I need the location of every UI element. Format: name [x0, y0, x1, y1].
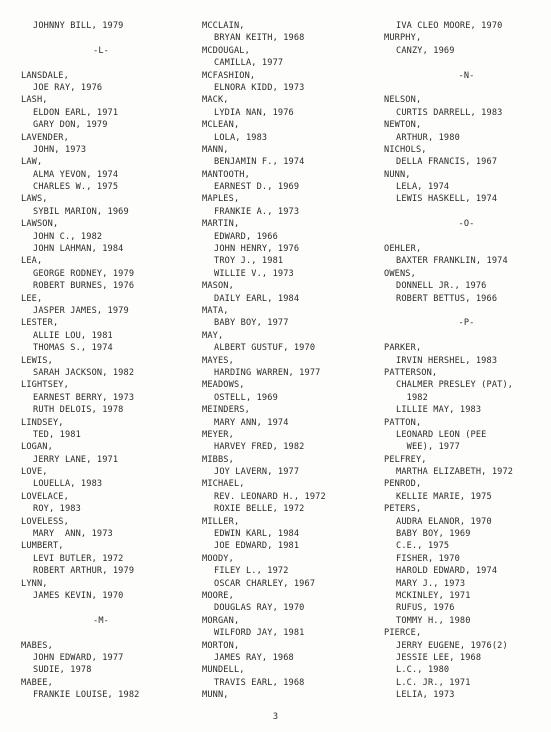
given-name-entry: ELDON EARL, 1971 [33, 107, 119, 118]
surname-heading: NUNN, [384, 169, 411, 180]
surname-heading: MASON, [202, 281, 234, 292]
surname-heading: NICHOLS, [384, 144, 427, 155]
blank-line [21, 57, 181, 69]
surname-heading: MORTON, [202, 640, 240, 651]
surname-heading: MCLEAN, [202, 120, 240, 131]
surname-heading: LEA, [21, 256, 43, 267]
section-letter: -L- [93, 45, 109, 56]
given-name-entry: KELLIE MARIE, 1975 [396, 491, 492, 502]
given-name-entry: JOE RAY, 1976 [33, 82, 103, 93]
given-name-entry: L.C., 1980 [396, 665, 450, 676]
surname-heading: NELSON, [384, 95, 422, 106]
given-name-entry: LELIA, 1973 [396, 690, 455, 701]
surname-heading: MARTIN, [202, 219, 240, 230]
given-name-entry: BABY BOY, 1977 [214, 318, 289, 329]
given-name-entry: ROBERT BETTUS, 1966 [396, 293, 498, 304]
surname-heading: MATA, [202, 305, 229, 316]
surname-heading: MILLER, [202, 516, 240, 527]
given-name-entry: JESSIE LEE, 1968 [396, 652, 482, 663]
given-name-entry: JERRY EUGENE, 1976(2) [396, 640, 508, 651]
blank-line [384, 82, 549, 94]
given-name-entry: REV. LEONARD H., 1972 [214, 491, 326, 502]
surname-heading: PIERCE, [384, 628, 422, 639]
given-name-entry: ROBERT BURNES, 1976 [33, 281, 135, 292]
surname-heading: PATTON, [384, 417, 422, 428]
given-name-entry: EARNEST BERRY, 1973 [33, 392, 135, 403]
surname-heading: MABEE, [21, 677, 53, 688]
given-name-entry: EDWIN KARL, 1984 [214, 529, 300, 540]
surname-heading: MICHAEL, [202, 479, 245, 490]
surname-heading: LEWIS, [21, 355, 53, 366]
surname-heading: LAW, [21, 157, 43, 168]
given-name-entry: ARTHUR, 1980 [396, 132, 460, 143]
given-name-entry: JAMES RAY, 1968 [214, 652, 294, 663]
given-name-entry: HAROLD EDWARD, 1974 [396, 566, 498, 577]
given-name-entry: ROBERT ARTHUR, 1979 [33, 566, 135, 577]
given-name-entry: ROXIE BELLE, 1972 [214, 504, 305, 515]
surname-heading: LAWS, [21, 194, 48, 205]
given-name-entry: ALBERT GUSTUF, 1970 [214, 343, 316, 354]
surname-heading: MANN, [202, 144, 229, 155]
page-number: 3 [272, 712, 279, 722]
given-name-entry: CHALMER PRESLEY (PAT), [396, 380, 514, 391]
given-name-entry: LEONARD LEON (PEE [396, 429, 487, 440]
surname-heading: MCDOUGAL, [202, 45, 250, 56]
given-name-entry: IRVIN HERSHEL, 1983 [396, 355, 498, 366]
surname-heading: PELFREY, [384, 454, 427, 465]
surname-heading: LIGHTSEY, [21, 380, 69, 391]
surname-heading: LYNN, [21, 578, 48, 589]
given-name-entry: BABY BOY, 1969 [396, 529, 471, 540]
given-name-entry: FRANKIE A., 1973 [214, 206, 300, 217]
surname-heading: MACK, [202, 95, 229, 106]
given-name-entry: GARY DON, 1979 [33, 120, 108, 131]
given-name-entry: FRANKIE LOUISE, 1982 [33, 690, 140, 701]
column-2 [202, 20, 377, 701]
given-name-entry: JOHN LAHMAN, 1984 [33, 244, 124, 255]
blank-line [384, 305, 549, 317]
blank-line [384, 330, 549, 342]
given-name-entry: LILLIE MAY, 1983 [396, 405, 482, 416]
surname-heading: LUMBERT, [21, 541, 64, 552]
surname-heading: MEINDERS, [202, 405, 250, 416]
section-letter: -M- [93, 615, 109, 626]
surname-heading: MOORE, [202, 590, 234, 601]
given-name-entry: CHARLES W., 1975 [33, 182, 119, 193]
surname-heading: LASH, [21, 95, 48, 106]
section-letter: -P- [458, 318, 475, 329]
surname-heading: MUNDELL, [202, 665, 245, 676]
given-name-entry: OSTELL, 1969 [214, 392, 278, 403]
blank-line [384, 206, 549, 218]
given-name-entry: SYBIL MARION, 1969 [33, 206, 129, 217]
surname-heading: MAY, [202, 330, 224, 341]
column-1 [21, 20, 181, 701]
given-name-entry: 1982 [396, 392, 428, 403]
given-name-entry: IVA CLEO MOORE, 1970 [396, 21, 503, 31]
given-name-entry: ALMA YEVON, 1974 [33, 169, 119, 180]
given-name-entry: MARTHA ELIZABETH, 1972 [396, 467, 514, 478]
given-name-entry: MARY ANN, 1973 [33, 529, 113, 540]
surname-heading: OEHLER, [384, 244, 422, 255]
given-name-entry: BENJAMIN F., 1974 [214, 157, 305, 168]
surname-heading: LAWSON, [21, 219, 59, 230]
given-name-entry: LOUELLA, 1983 [33, 479, 103, 490]
surname-heading: MCCLAIN, [202, 21, 245, 31]
surname-heading: LEE, [21, 293, 43, 304]
given-name-entry: TED, 1981 [33, 429, 81, 440]
blank-line [384, 57, 549, 69]
given-name-entry: MARY ANN, 1974 [214, 417, 289, 428]
surname-heading: MAPLES, [202, 194, 240, 205]
blank-line [384, 231, 549, 243]
surname-heading: LOGAN, [21, 442, 53, 453]
given-name-entry: LOLA, 1983 [214, 132, 268, 143]
surname-heading: LAVENDER, [21, 132, 69, 143]
given-name-entry: BAXTER FRANKLIN, 1974 [396, 256, 508, 267]
given-name-entry: JOE EDWARD, 1981 [214, 541, 300, 552]
given-name-entry: JERRY LANE, 1971 [33, 454, 119, 465]
given-name-entry: ROY, 1983 [33, 504, 81, 515]
given-name-entry: C.E., 1975 [396, 541, 450, 552]
given-name-entry: EARNEST D., 1969 [214, 182, 300, 193]
surname-heading: MURPHY, [384, 33, 422, 44]
given-name-entry: WEE), 1977 [396, 442, 460, 453]
surname-heading: PENROD, [384, 479, 422, 490]
section-letter: -N- [458, 70, 475, 81]
given-name-entry: ELNORA KIDD, 1973 [214, 82, 305, 93]
surname-heading: MIBBS, [202, 454, 234, 465]
given-name-entry: JOHN, 1973 [33, 144, 87, 155]
given-name-entry: JAMES KEVIN, 1970 [33, 590, 124, 601]
given-name-entry: ALLIE LOU, 1981 [33, 330, 113, 341]
given-name-entry: JASPER JAMES, 1979 [33, 305, 129, 316]
given-name-entry: FISHER, 1970 [396, 553, 460, 564]
surname-heading: MOODY, [202, 553, 234, 564]
surname-heading: MEADOWS, [202, 380, 245, 391]
given-name-entry: L.C. JR., 1971 [396, 677, 471, 688]
surname-heading: PARKER, [384, 343, 422, 354]
given-name-entry: LYDIA NAN, 1976 [214, 107, 294, 118]
given-name-entry: DONNELL JR., 1976 [396, 281, 487, 292]
given-name-entry: DOUGLAS RAY, 1970 [214, 603, 305, 614]
given-name-entry: CURTIS DARRELL, 1983 [396, 107, 503, 118]
surname-heading: OWENS, [384, 268, 416, 279]
surname-heading: LANSDALE, [21, 70, 69, 81]
given-name-entry: LEWIS HASKELL, 1974 [396, 194, 498, 205]
surname-heading: LOVE, [21, 467, 48, 478]
given-name-entry: HARVEY FRED, 1982 [214, 442, 305, 453]
given-name-entry: WILFORD JAY, 1981 [214, 628, 305, 639]
surname-heading: MAYES, [202, 355, 234, 366]
surname-heading: MEYER, [202, 429, 234, 440]
given-name-entry: OSCAR CHARLEY, 1967 [214, 578, 316, 589]
given-name-entry: TOMMY H., 1980 [396, 615, 471, 626]
given-name-entry: JOHN C., 1982 [33, 231, 103, 242]
surname-heading: NEWTON, [384, 120, 422, 131]
surname-heading: MUNN, [202, 690, 229, 701]
surname-heading: LINDSEY, [21, 417, 64, 428]
given-name-entry: CANZY, 1969 [396, 45, 455, 56]
given-name-entry: DAILY EARL, 1984 [214, 293, 300, 304]
given-name-entry: LEVI BUTLER, 1972 [33, 553, 124, 564]
given-name-entry: DELLA FRANCIS, 1967 [396, 157, 498, 168]
given-name-entry: RUFUS, 1976 [396, 603, 455, 614]
given-name-entry: SUDIE, 1978 [33, 665, 92, 676]
surname-heading: PETERS, [384, 504, 422, 515]
given-name-entry: LELA, 1974 [396, 182, 450, 193]
given-name-entry: FILEY L., 1972 [214, 566, 289, 577]
surname-heading: MCFASHION, [202, 70, 256, 81]
given-name-entry: MCKINLEY, 1971 [396, 590, 471, 601]
given-name-entry: JOHNNY BILL, 1979 [33, 21, 124, 31]
given-name-entry: MARY J., 1973 [396, 578, 466, 589]
surname-heading: MANTOOTH, [202, 169, 250, 180]
given-name-entry: AUDRA ELANOR, 1970 [396, 516, 492, 527]
given-name-entry: HARDING WARREN, 1977 [214, 367, 321, 378]
surname-heading: MORGAN, [202, 615, 240, 626]
blank-line [21, 32, 181, 44]
given-name-entry: JOY LAVERN, 1977 [214, 467, 300, 478]
surname-heading: LESTER, [21, 318, 59, 329]
blank-line [21, 627, 181, 639]
surname-heading: LOVELESS, [21, 516, 69, 527]
section-letter: -O- [458, 219, 475, 230]
given-name-entry: EDWARD, 1966 [214, 231, 278, 242]
given-name-entry: RUTH DELOIS, 1978 [33, 405, 124, 416]
surname-heading: PATTERSON, [384, 367, 438, 378]
surname-heading: LOVELACE, [21, 491, 69, 502]
surname-heading: MABES, [21, 640, 53, 651]
blank-line [21, 602, 181, 614]
given-name-entry: TRAVIS EARL, 1968 [214, 677, 305, 688]
given-name-entry: WILLIE V., 1973 [214, 268, 294, 279]
given-name-entry: JOHN EDWARD, 1977 [33, 652, 124, 663]
column-3 [384, 20, 549, 701]
given-name-entry: THOMAS S., 1974 [33, 343, 113, 354]
given-name-entry: CAMILLA, 1977 [214, 58, 284, 69]
given-name-entry: SARAH JACKSON, 1982 [33, 367, 135, 378]
given-name-entry: JOHN HENRY, 1976 [214, 244, 300, 255]
given-name-entry: TROY J., 1981 [214, 256, 284, 267]
given-name-entry: GEORGE RODNEY, 1979 [33, 268, 135, 279]
given-name-entry: BRYAN KEITH, 1968 [214, 33, 305, 44]
